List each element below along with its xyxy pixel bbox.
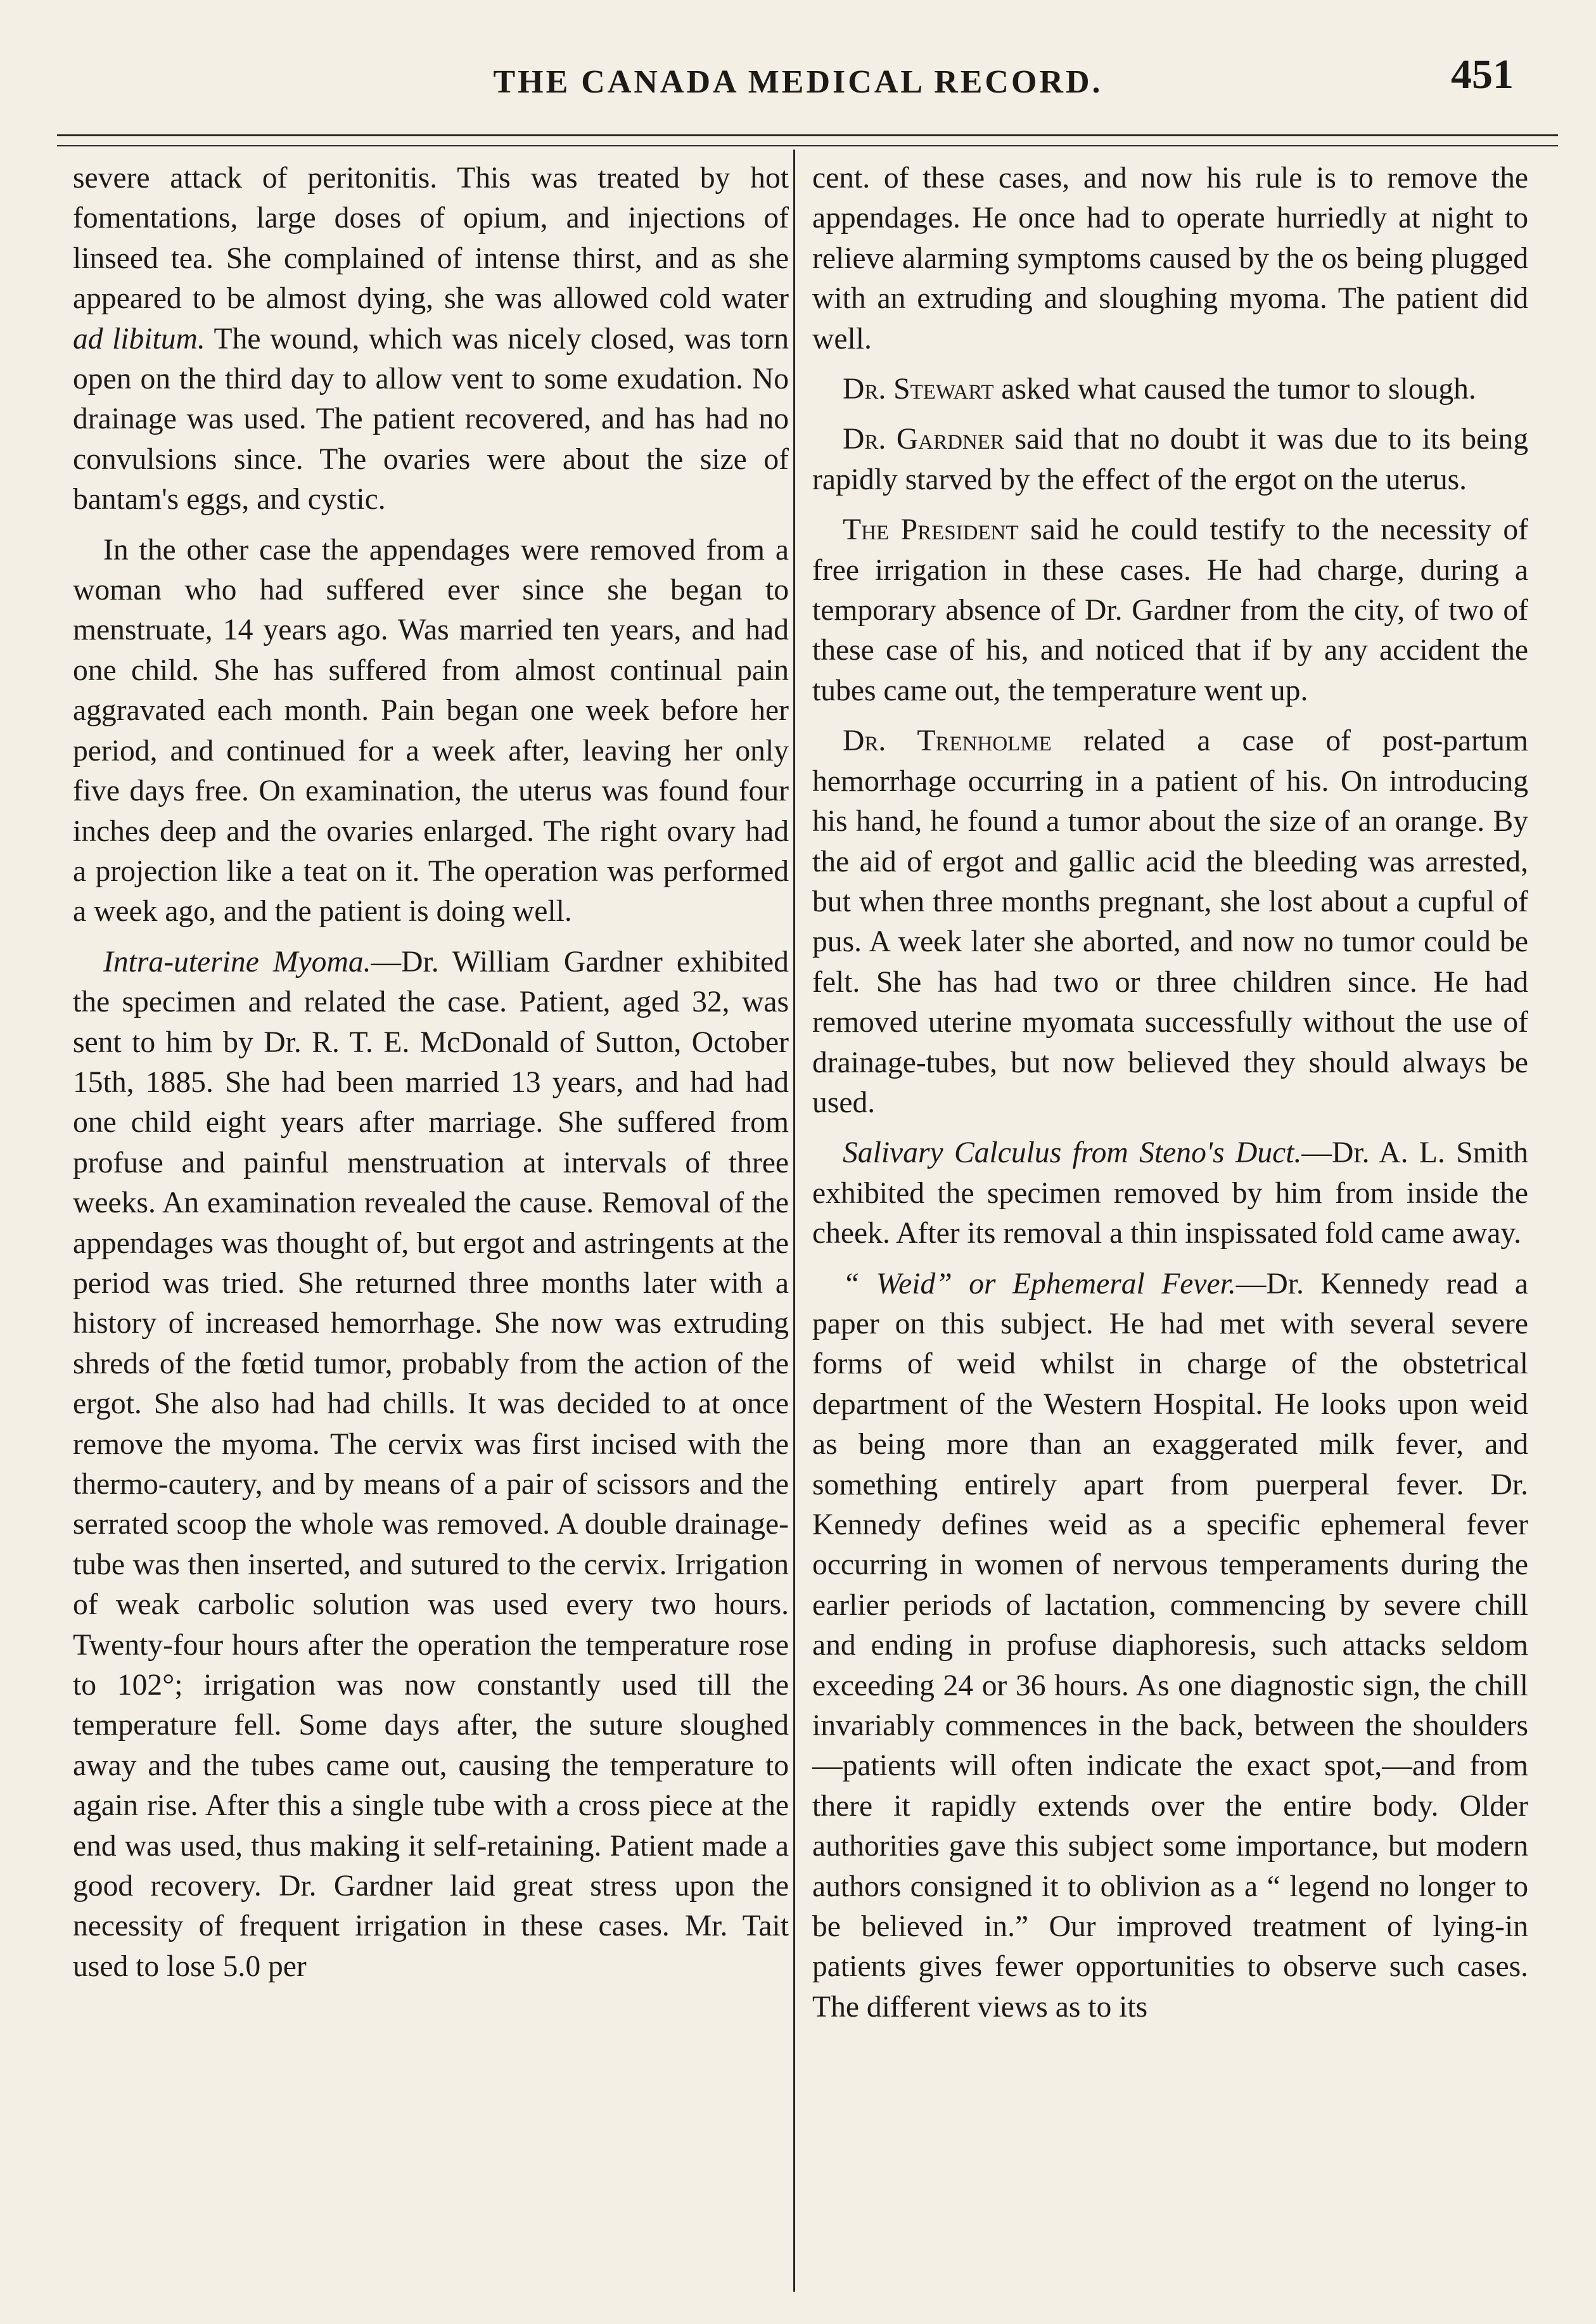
page-number: 451 xyxy=(1451,51,1514,98)
paragraph: severe attack of peritonitis. This was treated by hot fomentations, large doses of opium, and injections of linseed tea. She complained of intense thirst, and as she appeared to be almost dying, she was allowed cold water ad libitum. The wound, which was nicely closed, was torn open on the third day to allow vent to some exudation. No drainage was used. The patient recovered, and has had no convulsions since. The ovaries were about the size of bantam's eggs, and cystic. xyxy=(73,162,789,517)
header-rule xyxy=(57,134,1558,146)
paragraph: Salivary Calculus from Steno's Duct.—Dr. A. L. Smith exhibited the specimen removed by him from inside the cheek. After its removal a thin inspissated fold came away. xyxy=(812,1136,1528,1250)
running-title: THE CANADA MEDICAL RECORD. xyxy=(493,64,1103,100)
speaker-name: The President xyxy=(843,513,1019,547)
paragraph: In the other case the appendages were removed from a woman who had suffered ever since she began to menstruate, 14 years ago. Was married ten years, and had one child. She has suffered from almost continual pain aggravated each month. Pain began one week before her period, and continued for a week after, leaving her only five days free. On examination, the uterus was found four inches deep and the ovaries enlarged. The right ovary had a projection like a teat on it. The operation was performed a week ago, and the patient is doing well. xyxy=(73,533,789,928)
speaker-name: Dr. Trenholme xyxy=(843,724,1052,758)
paragraph: The President said he could testify to the necessity of free irrigation in these cases. He had charge, during a temporary absence of Dr. Gardner from the city, of two of these case of his, and noticed that if by any accident the tubes came out, the temperature went up. xyxy=(812,513,1528,707)
paragraph: “ Weid” or Ephemeral Fever.—Dr. Kennedy read a paper on this subject. He had met with several severe forms of weid whilst in charge of the obstetrical department of the Western Hospital. He looks upon weid as being more than an exaggerated milk fever, and something entirely apart from puerperal fever. Dr. Kennedy defines weid as a specific ephemeral fever occurring in women of nervous temperaments during the earlier periods of lactation, commencing by severe chill and ending in profuse diaphoresis, such attacks seldom exceeding 24 or 36 hours. As one diagnostic sign, the chill invariably commences in the back, between the shoulders—patients will often indicate the exact spot,—and from there it rapidly extends over the entire body. Older authorities gave this subject some importance, but modern authors consigned it to oblivion as a “ legend no longer to be believed in.” Our improved treatment of lying-in patients gives fewer opportunities to observe such cases. The different views as to its xyxy=(812,1267,1528,2024)
paragraph: Intra-uterine Myoma.—Dr. William Gardner exhibited the specimen and related the case. Patient, aged 32, was sent to him by Dr. R. T. E. McDonald of Sutton, October 15th, 1885. She had been married 13 years, and had had one child eight years after marriage. She suffered from profuse and painful menstruation at intervals of three weeks. An examination revealed the cause. Removal of the appendages was thought of, but ergot and astringents at the period was tried. She returned three months later with a history of increased hemorrhage. She now was extruding shreds of the fœtid tumor, probably from the action of the ergot. She also had had chills. It was decided to at once remove the myoma. The cervix was first incised with the thermo-cautery, and by means of a pair of scissors and the serrated scoop the whole was removed. A double drainage-tube was then inserted, and sutured to the cervix. Irrigation of weak carbolic solution was used every two hours. Twenty-four hours after the operation the temperature rose to 102°; irrigation was now constantly used till the temperature fell. Some days after, the suture sloughed away and the tubes came out, causing the temperature to again rise. After this a single tube with a cross piece at the end was used, thus making it self-retaining. Patient made a good recovery. Dr. Gardner laid great stress upon the necessity of frequent irrigation in these cases. Mr. Tait used to lose 5.0 per xyxy=(73,945,789,1983)
paragraph: Dr. Gardner said that no doubt it was due to its being rapidly starved by the effect of the ergot on the uterus. xyxy=(812,423,1528,496)
section-heading: Intra-uterine Myoma. xyxy=(103,945,371,979)
page-header xyxy=(57,39,1539,115)
right-column xyxy=(812,158,1528,2038)
speaker-name: Dr. Gardner xyxy=(843,423,1004,456)
left-column xyxy=(73,158,789,1997)
paragraph: Dr. Stewart asked what caused the tumor to slough. xyxy=(843,373,1476,406)
paragraph: Dr. Trenholme related a case of post-partum hemorrhage occurring in a patient of his. On introducing his hand, he found a tumor about the size of an orange. By the aid of ergot and gallic acid the bleeding was arrested, but when three months pregnant, she lost about a cupful of pus. A week later she aborted, and now no tumor could be felt. She has had two or three children since. He had removed uterine myomata successfully without the use of drainage-tubes, but now believed they should always be used. xyxy=(812,724,1528,1119)
column-divider xyxy=(793,150,795,2292)
section-heading: Salivary Calculus from Steno's Duct. xyxy=(843,1136,1302,1170)
section-heading: “ Weid” or Ephemeral Fever. xyxy=(843,1267,1236,1300)
speaker-name: Dr. Stewart xyxy=(843,373,994,406)
paragraph: cent. of these cases, and now his rule is to remove the appendages. He once had to operate hurriedly at night to relieve alarming symptoms caused by the os being plugged with an extruding and sloughing myoma. The patient did well. xyxy=(812,162,1528,356)
latin-phrase: ad libitum. xyxy=(73,322,205,356)
